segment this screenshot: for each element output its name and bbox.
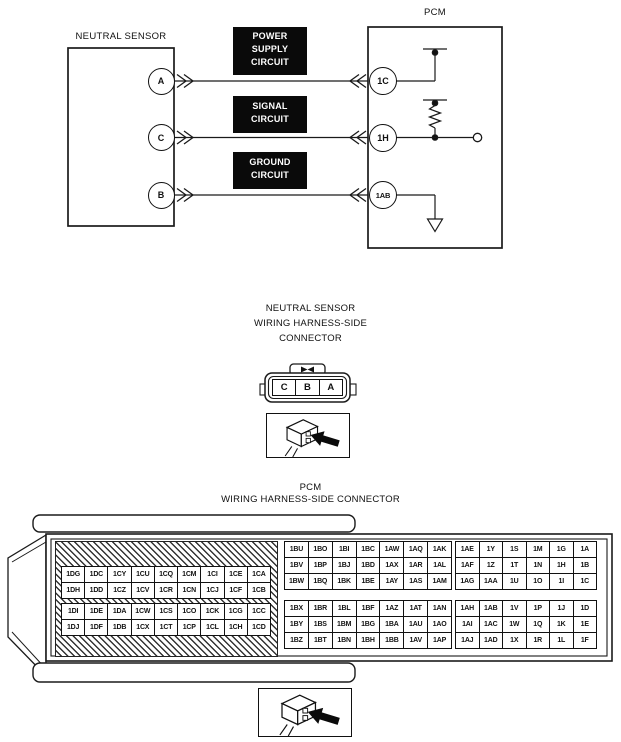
circuit-label-line: CIRCUIT: [251, 114, 289, 124]
pin-cell-1bu: 1BU: [285, 542, 308, 557]
pin-cell-1dg: 1DG: [62, 567, 84, 582]
pin-cell-1as: 1AS: [404, 574, 427, 589]
pin-cell-1ch: 1CH: [225, 620, 247, 635]
pin-cell-1c: 1C: [574, 574, 597, 589]
pin-cell-1p: 1P: [527, 601, 550, 616]
pin-cell-1w: 1W: [503, 617, 526, 632]
pcm-pin-grid-right-upper: [455, 541, 597, 590]
pin-cell-1cb: 1CB: [248, 583, 270, 598]
pin-cell-1l: 1L: [550, 633, 573, 648]
pin-cell-1at: 1AT: [404, 601, 427, 616]
pin-cell-1au: 1AU: [404, 617, 427, 632]
pin-cell-1az: 1AZ: [380, 601, 403, 616]
pin-cell-1ap: 1AP: [428, 633, 451, 648]
pin-cell-1z: 1Z: [480, 558, 503, 573]
sensor-connector-title-line: WIRING HARNESS-SIDE: [253, 318, 368, 329]
pin-cell-1cz: 1CZ: [108, 583, 130, 598]
pin-cell-1de: 1DE: [85, 604, 107, 619]
connector-pin-c: C: [280, 382, 288, 393]
pin-cell-1s: 1S: [503, 542, 526, 557]
pin-cell-1an: 1AN: [428, 601, 451, 616]
pin-cell-1f: 1F: [574, 633, 597, 648]
circuit-label-line: POWER: [252, 31, 288, 41]
pin-cell-1cp: 1CP: [178, 620, 200, 635]
pin-cell-1bl: 1BL: [333, 601, 356, 616]
pin-cell-1k: 1K: [550, 617, 573, 632]
pin-cell-1bv: 1BV: [285, 558, 308, 573]
power-node-icon: [432, 50, 437, 55]
power-node-icon: [432, 100, 437, 105]
pin-cell-1r: 1R: [527, 633, 550, 648]
connector-left-wedge: [8, 535, 46, 676]
pin-cell-1y: 1Y: [480, 542, 503, 557]
pin-cell-1bw: 1BW: [285, 574, 308, 589]
pcm-pin-1ab: 1AB: [369, 181, 397, 209]
pin-cell-1bo: 1BO: [309, 542, 332, 557]
pin-cell-1a: 1A: [574, 542, 597, 557]
sensor-connector-pin-row: [272, 379, 343, 396]
pin-cell-1bc: 1BC: [357, 542, 380, 557]
harness-side-view-icon-box: [266, 413, 350, 458]
pin-cell-1aw: 1AW: [380, 542, 403, 557]
harness-side-view-icon: [268, 415, 348, 457]
pin-cell-1b: 1B: [574, 558, 597, 573]
pin-cell-1ax: 1AX: [380, 558, 403, 573]
pin-cell-1bt: 1BT: [309, 633, 332, 648]
pin-cell-1ca: 1CA: [248, 567, 270, 582]
pin-cell-1ag: 1AG: [456, 574, 479, 589]
pin-cell-1bz: 1BZ: [285, 633, 308, 648]
pin-cell-1bm: 1BM: [333, 617, 356, 632]
pin-cell-1ab: 1AB: [480, 601, 503, 616]
pin-cell-1bx: 1BX: [285, 601, 308, 616]
pin-cell-1be: 1BE: [357, 574, 380, 589]
pin-cell-1am: 1AM: [428, 574, 451, 589]
pin-cell-1ar: 1AR: [404, 558, 427, 573]
pin-cell-1bp: 1BP: [309, 558, 332, 573]
pcm-pin-grid-right-lower: [455, 600, 597, 649]
pin-cell-1cs: 1CS: [155, 604, 177, 619]
pin-cell-1by: 1BY: [285, 617, 308, 632]
circuit-label-line: CIRCUIT: [251, 57, 289, 67]
connector-side-lug: [350, 384, 356, 395]
pin-cell-1ce: 1CE: [225, 567, 247, 582]
pin-cell-1dh: 1DH: [62, 583, 84, 598]
resistor-icon: [430, 106, 441, 129]
pcm-connector-title: [0, 482, 621, 506]
pin-cell-1ah: 1AH: [456, 601, 479, 616]
pin-cell-1g: 1G: [550, 542, 573, 557]
pin-cell-1aa: 1AA: [480, 574, 503, 589]
pin-cell-1u: 1U: [503, 574, 526, 589]
pin-cell-1ae: 1AE: [456, 542, 479, 557]
harness-side-view-icon: [261, 690, 349, 736]
pin-cell-1af: 1AF: [456, 558, 479, 573]
pin-cell-1bg: 1BG: [357, 617, 380, 632]
circuit-label-ground: [233, 152, 307, 189]
pin-cell-1m: 1M: [527, 542, 550, 557]
pin-cell-1av: 1AV: [404, 633, 427, 648]
pin-cell-1ak: 1AK: [428, 542, 451, 557]
pin-cell-1dj: 1DJ: [62, 620, 84, 635]
pin-cell-1db: 1DB: [108, 620, 130, 635]
connector-top-rail: [33, 515, 355, 532]
pin-cell-1cq: 1CQ: [155, 567, 177, 582]
circuit-label-line: SUPPLY: [251, 44, 289, 54]
pcm-pin-1h: 1H: [369, 124, 397, 152]
pin-cell-1cf: 1CF: [225, 583, 247, 598]
pin-cell-1j: 1J: [550, 601, 573, 616]
connector-pin-b: B: [295, 380, 318, 395]
pin-cell-1x: 1X: [503, 633, 526, 648]
connector-pin-a: A: [319, 380, 342, 395]
pin-cell-1al: 1AL: [428, 558, 451, 573]
pin-cell-1cj: 1CJ: [201, 583, 223, 598]
circuit-label-line: SIGNAL: [252, 101, 288, 111]
pin-cell-1aq: 1AQ: [404, 542, 427, 557]
pcm-pin-grid-middle-lower: [284, 600, 452, 649]
pin-cell-1cm: 1CM: [178, 567, 200, 582]
pin-cell-1dc: 1DC: [85, 567, 107, 582]
ground-icon: [428, 219, 443, 232]
pin-cell-1aj: 1AJ: [456, 633, 479, 648]
pin-cell-1cd: 1CD: [248, 620, 270, 635]
pin-cell-1bj: 1BJ: [333, 558, 356, 573]
pcm-internal-power-branch: [396, 49, 447, 81]
pin-cell-1e: 1E: [574, 617, 597, 632]
pin-cell-1bk: 1BK: [333, 574, 356, 589]
sensor-connector-title-line: CONNECTOR: [279, 333, 342, 344]
pin-cell-1di: 1DI: [62, 604, 84, 619]
pin-cell-1bh: 1BH: [357, 633, 380, 648]
pin-cell-1ad: 1AD: [480, 633, 503, 648]
harness-side-view-icon-box: [258, 688, 352, 737]
connector-bottom-rail: [33, 663, 355, 682]
sensor-pin-c: C: [148, 124, 175, 151]
output-terminal-icon: [473, 133, 481, 141]
pin-cell-1ck: 1CK: [201, 604, 223, 619]
pin-cell-1cu: 1CU: [132, 567, 154, 582]
pin-cell-1bn: 1BN: [333, 633, 356, 648]
pcm-pin-grid-left-lower: [61, 603, 271, 636]
pin-cell-1bd: 1BD: [357, 558, 380, 573]
pin-cell-1o: 1O: [527, 574, 550, 589]
pin-cell-1ay: 1AY: [380, 574, 403, 589]
neutral-sensor-label: NEUTRAL SENSOR: [75, 31, 167, 42]
pin-cell-1q: 1Q: [527, 617, 550, 632]
circuit-label-line: CIRCUIT: [251, 170, 289, 180]
pin-cell-1co: 1CO: [178, 604, 200, 619]
pin-cell-1cy: 1CY: [108, 567, 130, 582]
circuit-label-line: GROUND: [249, 157, 291, 167]
pin-cell-1ba: 1BA: [380, 617, 403, 632]
pin-cell-1t: 1T: [503, 558, 526, 573]
pin-cell-1ai: 1AI: [456, 617, 479, 632]
pin-cell-1bi: 1BI: [333, 542, 356, 557]
pin-cell-1h: 1H: [550, 558, 573, 573]
pin-cell-1cr: 1CR: [155, 583, 177, 598]
circuit-label-power-supply: [233, 27, 307, 75]
pin-cell-1i: 1I: [550, 574, 573, 589]
sensor-pin-b: B: [148, 182, 175, 209]
pin-cell-1ao: 1AO: [428, 617, 451, 632]
pin-cell-1cw: 1CW: [132, 604, 154, 619]
pcm-unused-pin-area: [55, 541, 278, 657]
pin-cell-1cg: 1CG: [225, 604, 247, 619]
pin-cell-1cc: 1CC: [248, 604, 270, 619]
pin-cell-1da: 1DA: [108, 604, 130, 619]
pin-cell-1bf: 1BF: [357, 601, 380, 616]
pin-cell-1cv: 1CV: [132, 583, 154, 598]
pin-cell-1ac: 1AC: [480, 617, 503, 632]
pcm-pin-1c: 1C: [369, 67, 397, 95]
pin-cell-1bq: 1BQ: [309, 574, 332, 589]
pin-cell-1ci: 1CI: [201, 567, 223, 582]
pin-cell-1bs: 1BS: [309, 617, 332, 632]
pin-cell-1dd: 1DD: [85, 583, 107, 598]
circuit-label-signal: [233, 96, 307, 133]
pcm-internal-ground-branch: [396, 195, 443, 232]
pcm-connector-title-line: PCM: [299, 482, 322, 493]
pin-cell-1df: 1DF: [85, 620, 107, 635]
pin-cell-1d: 1D: [574, 601, 597, 616]
pin-cell-1v: 1V: [503, 601, 526, 616]
sensor-connector-title: [0, 301, 621, 346]
pin-cell-1br: 1BR: [309, 601, 332, 616]
pin-cell-1cn: 1CN: [178, 583, 200, 598]
sensor-pin-a: A: [148, 68, 175, 95]
pcm-pin-grid-left-upper: [61, 566, 271, 599]
pcm-pin-grid-middle-upper: [284, 541, 452, 590]
pin-cell-1cl: 1CL: [201, 620, 223, 635]
pcm-connector-title-line: WIRING HARNESS-SIDE CONNECTOR: [221, 494, 400, 505]
pcm-internal-signal-branch: [396, 100, 482, 142]
pin-cell-1cx: 1CX: [132, 620, 154, 635]
pin-cell-1n: 1N: [527, 558, 550, 573]
pcm-label: PCM: [423, 7, 446, 18]
sensor-connector-title-line: NEUTRAL SENSOR: [265, 303, 356, 314]
pin-cell-1bb: 1BB: [380, 633, 403, 648]
pin-cell-1ct: 1CT: [155, 620, 177, 635]
